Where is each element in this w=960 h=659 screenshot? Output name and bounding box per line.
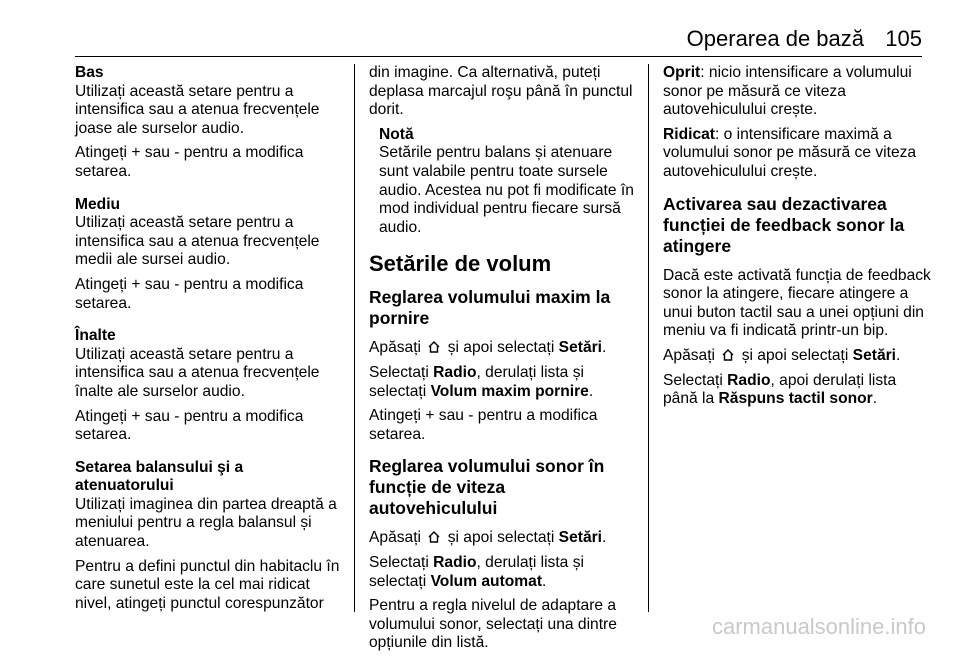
text-run: Selectați [663,371,723,389]
text-run: , derulați lista și selectați [369,363,584,400]
option-ridicat [663,126,933,182]
option-oprit [663,64,933,120]
text-run: . [896,346,901,364]
section-bas [75,64,343,182]
text-run: . [872,390,878,408]
text-run: Apăsați [369,339,422,357]
feedback-text: Dacă este activată funcția de feedback sonor la atingere, fiecare atingere a unui buton tactil sau a unei opțiuni din meniu va fi indicată printr-un bip. [663,266,931,340]
home-icon [427,340,441,354]
speed-volume-heading: Reglarea volumului sonor în funcție de viteza autovehiculului [369,456,605,519]
max-volume-step-2 [369,364,637,401]
bas-instruction: Atingeți + sau - pentru a modifica setarea. [75,144,304,180]
note-text: Setările pentru balans și atenuare sunt valabile pentru toate sursele audio. Acestea nu pot fi modificate în mod individual pentru fiecare sursă audio. [379,144,634,236]
section-title: Setările de volum [369,251,552,277]
home-icon [721,348,735,362]
feedback-step-2 [663,372,933,409]
speed-volume-step-2 [369,554,637,591]
text-run: Apăsați [369,529,422,547]
text-run: și apoi selectați [447,529,555,547]
speed-volume-step-3: Pentru a regla nivelul de adaptare a volumului sonor, selectați una dintre opțiunile din listă. [369,597,617,652]
balans-heading: Setarea balansului şi a atenuatorului [75,458,244,495]
section-mediu [75,196,343,314]
menu-setari: Setări [558,529,603,547]
inalte-instruction: Atingeți + sau - pentru a modifica setarea. [75,407,304,444]
section-balans [75,459,343,614]
chapter-title: Operarea de bază [686,26,864,51]
option-ridicat-label: Ridicat [663,125,715,143]
menu-radio: Radio [433,363,477,381]
balans-text-2: Pentru a defini punctul din habitaclu în care sunetul este la cel mai ridicat nivel, atingeți punctul corespunzător [75,557,340,612]
max-volume-heading: Reglarea volumului maxim la pornire [369,287,611,329]
watermark: carmanualsonline.info [711,614,926,639]
speed-volume-step-1 [369,529,637,548]
column-1 [75,64,343,627]
balans-text-1: Utilizați imaginea din partea dreaptă a meniului pentru a regla balansul și atenuarea. [75,495,337,551]
bas-heading: Bas [75,64,104,81]
text-run: și apoi selectați [741,346,849,364]
option-ridicat-text: : o intensificare maximă a volumului sonor pe măsură ce viteza autovehiculului crește. [663,125,917,180]
feedback-heading: Activarea sau dezactivarea funcției de feedback sonor la atingere [663,193,905,256]
column-divider-1 [354,64,355,612]
menu-volum-maxim: Volum maxim pornire [430,382,589,400]
inalte-heading: Înalte [75,327,116,345]
feedback-step-1 [663,347,933,366]
text-run: . [602,529,607,547]
mediu-heading: Mediu [75,195,121,213]
text-run: , apoi derulați lista până la [663,371,897,408]
menu-volum-automat: Volum automat [430,572,543,590]
menu-raspuns-tactil: Răspuns tactil sonor [718,390,873,408]
text-run: Selectați [369,553,429,571]
text-run: Selectați [369,363,429,381]
page-number: 105 [885,26,922,51]
column-divider-2 [648,64,649,612]
max-volume-step-1 [369,339,637,358]
text-run: și apoi selectați [447,339,555,357]
note-box [369,126,637,238]
option-oprit-text: : nicio intensificare a volumului sonor pe măsură ce viteza autovehiculului crește. [663,64,912,119]
mediu-text: Utilizați această setare pentru a intensifica sau a atenua frecvențele medii ale sursei audio. [75,214,320,269]
column-3 [663,64,933,415]
header-rule [75,56,922,57]
section-inalte [75,327,343,445]
text-run: . [588,382,594,400]
menu-radio: Radio [433,553,477,571]
column-2 [369,64,637,659]
home-icon [427,530,441,544]
menu-setari: Setări [558,339,603,357]
text-run: . [542,572,547,590]
max-volume-step-3: Atingeți + sau - pentru a modifica setarea. [369,407,598,443]
text-run: Apăsați [663,346,716,364]
option-oprit-label: Oprit [663,64,701,81]
inalte-text: Utilizați această setare pentru a intensifica sau a atenua frecvențele înalte ale surselor audio. [75,345,320,400]
mediu-instruction: Atingeți + sau - pentru a modifica setarea. [75,275,304,312]
page-header [0,26,960,58]
bas-text: Utilizați această setare pentru a intensifica sau a atenua frecvențele joase ale surselor audio. [75,82,320,137]
menu-setari: Setări [852,346,897,364]
menu-radio: Radio [727,371,771,389]
note-title: Notă [379,125,414,143]
text-run: , derulați lista și selectați [369,553,584,590]
balans-continuation: din imagine. Ca alternativă, puteți deplasa marcajul roşu până în punctul dorit. [369,64,633,119]
text-run: . [602,339,607,357]
